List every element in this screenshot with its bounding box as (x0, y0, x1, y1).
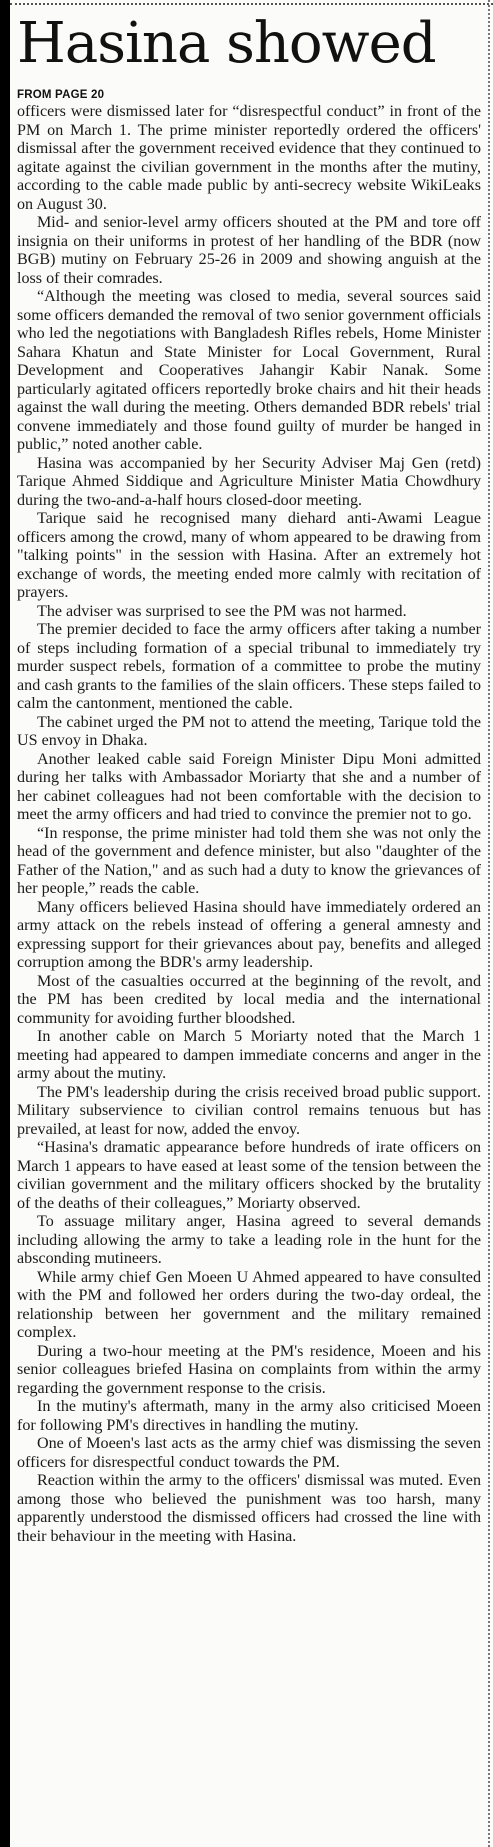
paragraph: Tarique said he recognised many diehard anti-Awami League officers among the crowd, many of whom appeared to be drawing from "talking points" in the session with Hasina. After an extremely hot exchange of words, the meeting ended more calmly with recitation of prayers. (17, 510, 481, 601)
paragraph: To assuage military anger, Hasina agreed to several demands including allowing the army to take a leading role in the hunt for the absconding mutineers. (17, 1213, 481, 1267)
paragraph: “Hasina's dramatic appearance before hundreds of irate officers on March 1 appears to have eased at least some of the tension between the civilian government and the military officers shocked by the brutality of the deaths of their colleagues,” Moriarty observed. (17, 1139, 481, 1212)
paragraph: Mid- and senior-level army officers shouted at the PM and tore off insignia on their uniforms in protest of her handling of the BDR (now BGB) mutiny on February 25-26 in 2009 and showing anguish at the loss of their comrades. (17, 214, 481, 287)
paragraph: The cabinet urged the PM not to attend the meeting, Tarique told the US envoy in Dhaka. (17, 713, 481, 749)
paragraph: “Although the meeting was closed to media, several sources said some officers demanded the removal of two senior government officials who led the negotiations with Bangladesh Rifles rebels, Home Minister Sahara Khatun and State Minister for Local Government, Rural Development and Cooperatives Jahangir Kabir Nanak. Some particularly agitated officers reportedly broke chairs and hit their heads against the wall during the meeting. Others demanded BDR rebels' trial convene immediately and those found guilty of murder be hanged in public,” noted another cable. (17, 288, 481, 453)
right-dotted-edge (488, 0, 490, 1847)
paragraph: Most of the casualties occurred at the beginning of the revolt, and the PM has been credited by local media and the international community for avoiding further bloodshed. (17, 972, 481, 1027)
top-dotted-rule (10, 3, 493, 5)
paragraph: While army chief Gen Moeen U Ahmed appeared to have consulted with the PM and followed her orders during the two-day ordeal, the relationship between her government and the military remained complex. (17, 1268, 481, 1341)
paragraph: Reaction within the army to the officers' dismissal was muted. Even among those who believed the punishment was too harsh, many apparently understood the dismissed officers had crossed the line with their behaviour in the meeting with Hasina. (17, 1472, 481, 1545)
paragraph: In another cable on March 5 Moriarty noted that the March 1 meeting had appeared to dampen immediate concerns and anger in the army about the mutiny. (17, 1028, 481, 1082)
paragraph: Hasina was accompanied by her Security Adviser Maj Gen (retd) Tarique Ahmed Siddique and Agriculture Minister Matia Chowdhury during the two-and-a-half hours closed-door meeting. (17, 454, 481, 509)
paragraph: One of Moeen's last acts as the army chief was dismissing the seven officers for disrespectful conduct towards the PM. (17, 1435, 481, 1471)
paragraph: The PM's leadership during the crisis received broad public support. Military subservience to civilian control remains tenuous but has prevailed, at least for now, added the envoy. (17, 1083, 481, 1138)
paragraph: The premier decided to face the army officers after taking a number of steps including formation of a special tribunal to immediately try murder suspect rebels, formation of a committee to probe the mutiny and cash grants to the families of the slain officers. These steps failed to calm the cantonment, mentioned the cable. (17, 621, 481, 712)
paragraph: During a two-hour meeting at the PM's residence, Moeen and his senior colleagues briefed Hasina on complaints from within the army regarding the government response to the crisis. (17, 1342, 481, 1397)
paragraph: Many officers believed Hasina should have immediately ordered an army attack on the rebels instead of offering a general amnesty and expressing support for their grievances about pay, benefits and alleged corruption among the BDR's army leadership. (17, 898, 481, 971)
article-body (17, 103, 481, 1546)
paragraph: Another leaked cable said Foreign Minister Dipu Moni admitted during her talks with Ambassador Moriarty that she and a number of her cabinet colleagues had not been comfortable with the decision to meet the army officers and had tried to convince the premier not to go. (17, 750, 481, 823)
paragraph: “In response, the prime minister had told them she was not only the head of the government and defence minister, but also "daughter of the Father of the Nation," and as such had a duty to know the grievances of her people,” reads the cable. (17, 824, 481, 897)
headline: Hasina showed (17, 11, 436, 76)
paragraph: officers were dismissed later for “disrespectful conduct” in front of the PM on March 1. The prime minister reportedly ordered the officers' dismissal after the government received evidence that they continued to agitate against the civilian government in the months after the mutiny, according to the cable made public by anti-secrecy website WikiLeaks on August 30. (17, 103, 481, 213)
newspaper-clipping (10, 0, 493, 1847)
paragraph: The adviser was surprised to see the PM was not harmed. (37, 602, 407, 620)
paragraph: In the mutiny's aftermath, many in the army also criticised Moeen for following PM's directives in handling the mutiny. (17, 1398, 481, 1434)
article (17, 6, 481, 1546)
jump-line: FROM PAGE 20 (17, 89, 105, 101)
